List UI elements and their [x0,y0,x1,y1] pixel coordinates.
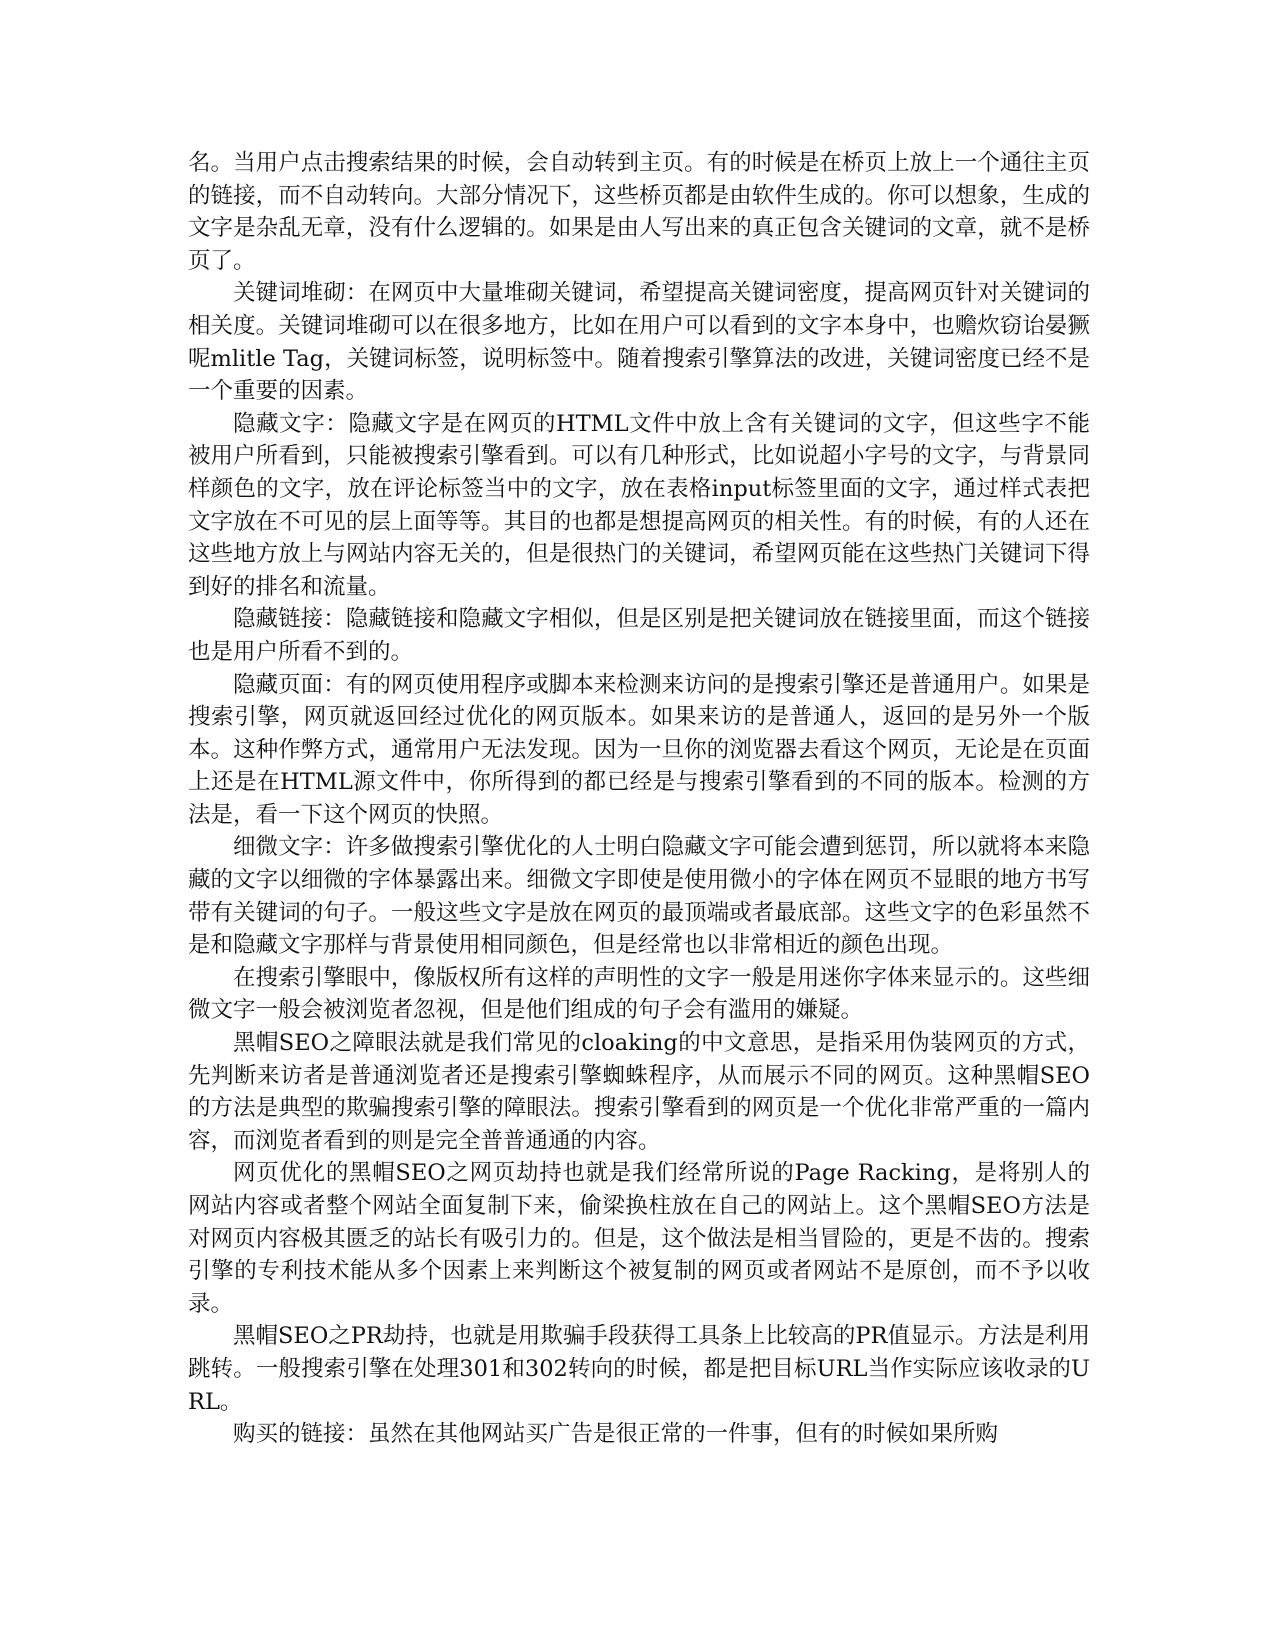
paragraph-hidden-links: 隐藏链接：隐藏链接和隐藏文字相似，但是区别是把关键词放在链接里面，而这个链接也是用户所看不到的。 [188,606,1090,665]
paragraph-tiny-text: 细微文字：许多做搜索引擎优化的人士明白隐藏文字可能会遭到惩罚，所以就将本来隐藏的文字以细微的字体暴露出来。细微文字即使是使用微小的字体在网页不显眼的地方书写带有关键词的句子。一般这些文字是放在网页的最顶端或者最底部。这些文字的色彩虽然不是和隐藏文字那样与背景使用相同颜色，但是经常也以非常相近的颜色出现。 [188,834,1090,959]
paragraph-hidden-text: 隐藏文字：隐藏文字是在网页的HTML文件中放上含有关键词的文字，但这些字不能被用户所看到，只能被搜索引擎看到。可以有几种形式，比如说超小字号的文字，与背景同样颜色的文字，放在评论标签当中的文字，放在表格input标签里面的文字，通过样式表把文字放在不可见的层上面等等。其目的也都是想提高网页的相关性。有的时候，有的人还在这些地方放上与网站内容无关的，但是很热门的关键词，希望网页能在这些热门关键词下得到好的排名和流量。 [188,410,1090,600]
paragraph-purchased-links: 购买的链接：虽然在其他网站买广告是很正常的一件事，但有的时候如果所购 [233,1421,999,1448]
paragraph-cloaking: 黑帽SEO之障眼法就是我们常见的cloaking的中文意思，是指采用伪装网页的方式，先判断来访者是普通浏览者还是搜索引擎蜘蛛程序，从而展示不同的网页。这种黑帽SEO的方法是典型的欺骗搜索引擎的障眼法。搜索引擎看到的网页是一个优化非常严重的一篇内容，而浏览者看到的则是完全普普通通的内容。 [188,1030,1090,1154]
paragraph-pr-hijacking: 黑帽SEO之PR劫持，也就是用欺骗手段获得工具条上比较高的PR值显示。方法是利用跳转。一般搜索引擎在处理301和302转向的时候，都是把目标URL当作实际应该收录的URL。 [188,1323,1090,1415]
paragraph-copyright-tiny-font: 在搜索引擎眼中，像版权所有这样的声明性的文字一般是用迷你字体来显示的。这些细微文字一般会被浏览者忽视，但是他们组成的句子会有滥用的嫌疑。 [188,964,1090,1024]
document-body [188,147,1090,1451]
paragraph-keyword-stuffing: 关键词堆砌：在网页中大量堆砌关键词，希望提高关键词密度，提高网页针对关键词的相关度。关键词堆砌可以在很多地方，比如在用户可以看到的文字本身中，也赡炊窃诒晏獗呢mlitle Tag，关键词标签，说明标签中。随着搜索引擎算法的改进，关键词密度已经不是一个重要的因素。 [188,280,1090,405]
paragraph-bridge-page-continued: 名。当用户点击搜索结果的时候，会自动转到主页。有的时候是在桥页上放上一个通往主页的链接，而不自动转向。大部分情况下，这些桥页都是由软件生成的。你可以想象，生成的文字是杂乱无章，没有什么逻辑的。如果是由人写出来的真正包含关键词的文章，就不是桥页了。 [188,150,1090,274]
paragraph-hidden-pages: 隐藏页面：有的网页使用程序或脚本来检测来访问的是搜索引擎还是普通用户。如果是搜索引擎，网页就返回经过优化的网页版本。如果来访的是普通人，返回的是另外一个版本。这种作弊方式，通常用户无法发现。因为一旦你的浏览器去看这个网页，无论是在页面上还是在HTML源文件中，你所得到的都已经是与搜索引擎看到的不同的版本。检测的方法是，看一下这个网页的快照。 [188,671,1090,828]
paragraph-page-hijacking: 网页优化的黑帽SEO之网页劫持也就是我们经常所说的Page Racking，是将别人的网站内容或者整个网站全面复制下来，偷梁换柱放在自己的网站上。这个黑帽SEO方法是对网页内容极其匮乏的站长有吸引力的。但是，这个做法是相当冒险的，更是不齿的。搜索引擎的专利技术能从多个因素上来判断这个被复制的网页或者网站不是原创，而不予以收录。 [188,1160,1090,1317]
